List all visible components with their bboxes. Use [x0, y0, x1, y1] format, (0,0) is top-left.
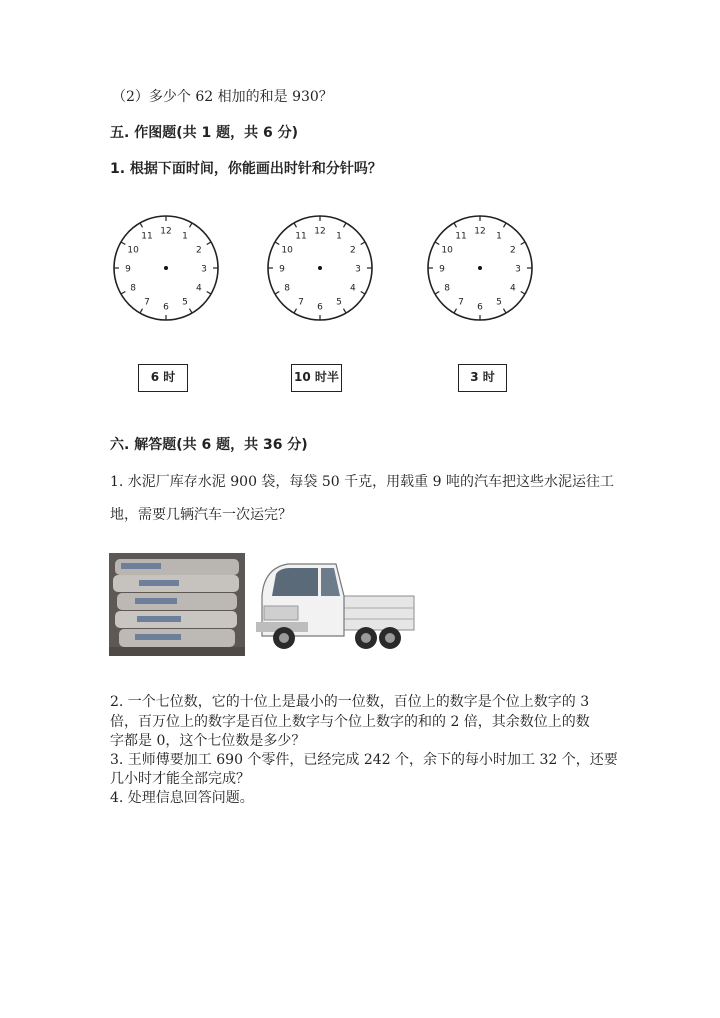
clock-tick	[504, 309, 507, 313]
clock-number: 2	[350, 245, 356, 256]
s6-question-1-line-1: 1. 水泥厂库存水泥 900 袋，每袋 50 千克，用载重 9 吨的汽车把这些水泥运往工	[110, 474, 614, 490]
clock-face-2	[262, 210, 378, 326]
question-2-part-2: （2）多少个 62 相加的和是 930？	[112, 89, 333, 105]
clock-face-3	[422, 210, 538, 326]
clock-tick	[454, 309, 457, 313]
clock-number: 10	[281, 245, 293, 256]
clock-number: 2	[196, 245, 202, 256]
clock-number: 8	[444, 283, 450, 294]
clock-number: 5	[182, 297, 188, 308]
clock-number: 9	[125, 264, 131, 275]
s6-question-2-line-1: 2. 一个七位数，它的十位上是最小的一位数，百位上的数字是个位上数字的 3	[110, 694, 590, 710]
clock-tick	[190, 309, 193, 313]
s6-question-1-line-2: 地，需要几辆汽车一次运完？	[110, 507, 292, 523]
clock-number: 7	[458, 297, 464, 308]
clock-tick	[140, 309, 143, 313]
clock-tick	[207, 242, 211, 245]
clock-tick	[121, 242, 125, 245]
clock-number: 6	[317, 302, 323, 313]
clock-number: 7	[298, 297, 304, 308]
clock-center-dot	[164, 266, 168, 270]
clock-number: 1	[496, 231, 502, 242]
section-5-title: 五. 作图题(共 1 题，共 6 分)	[110, 125, 298, 141]
time-label-1: 6 时	[138, 364, 188, 392]
clock-number: 9	[439, 264, 445, 275]
clock-tick	[504, 223, 507, 227]
clock-number: 12	[474, 226, 486, 237]
clock-number: 8	[130, 283, 136, 294]
s6-question-2-line-2: 倍，百万位上的数字是百位上数字与个位上数字的和的 2 倍，其余数位上的数	[110, 714, 590, 730]
clock-number: 1	[336, 231, 342, 242]
clock-tick	[121, 292, 125, 295]
clock-tick	[344, 309, 347, 313]
time-label-2: 10 时半	[291, 364, 342, 392]
s6-question-4: 4. 处理信息回答问题。	[110, 790, 254, 806]
clock-number: 12	[314, 226, 326, 237]
clock-tick	[361, 292, 365, 295]
clock-number: 4	[510, 283, 516, 294]
clock-number: 11	[141, 231, 153, 242]
section-5-question-1: 1. 根据下面时间，你能画出时针和分针吗？	[110, 161, 382, 177]
clock-number: 7	[144, 297, 150, 308]
clock-tick	[344, 223, 347, 227]
clock-tick	[140, 223, 143, 227]
clock-number: 6	[477, 302, 483, 313]
clock-number: 5	[496, 297, 502, 308]
clock-number: 3	[355, 264, 361, 275]
clock-tick	[521, 242, 525, 245]
clock-tick	[207, 292, 211, 295]
clock-number: 8	[284, 283, 290, 294]
clock-number: 4	[196, 283, 202, 294]
clock-tick	[521, 292, 525, 295]
clock-tick	[294, 223, 297, 227]
clock-number: 10	[127, 245, 139, 256]
clock-number: 6	[163, 302, 169, 313]
clock-face-1	[108, 210, 224, 326]
clock-number: 9	[279, 264, 285, 275]
s6-question-2-line-3: 字都是 0，这个七位数是多少？	[110, 733, 306, 749]
section-6-title: 六. 解答题(共 6 题，共 36 分)	[110, 437, 308, 453]
clock-number: 5	[336, 297, 342, 308]
clock-number: 4	[350, 283, 356, 294]
time-label-3: 3 时	[458, 364, 507, 392]
clock-number: 11	[295, 231, 307, 242]
clock-number: 10	[441, 245, 453, 256]
clock-number: 11	[455, 231, 467, 242]
clock-center-dot	[478, 266, 482, 270]
clock-tick	[435, 292, 439, 295]
clock-number: 3	[201, 264, 207, 275]
clock-number: 3	[515, 264, 521, 275]
clock-tick	[275, 292, 279, 295]
clock-center-dot	[318, 266, 322, 270]
truck-image	[248, 556, 420, 656]
s6-question-3-line-2: 几小时才能全部完成？	[110, 771, 250, 787]
clock-number: 2	[510, 245, 516, 256]
clock-tick	[275, 242, 279, 245]
clock-tick	[454, 223, 457, 227]
clock-tick	[294, 309, 297, 313]
clock-number: 12	[160, 226, 172, 237]
clock-tick	[435, 242, 439, 245]
s6-question-3-line-1: 3. 王师傅要加工 690 个零件，已经完成 242 个，余下的每小时加工 32 个，还要	[110, 752, 618, 768]
clock-tick	[190, 223, 193, 227]
clock-number: 1	[182, 231, 188, 242]
cement-bags-image	[109, 553, 245, 656]
clock-tick	[361, 242, 365, 245]
